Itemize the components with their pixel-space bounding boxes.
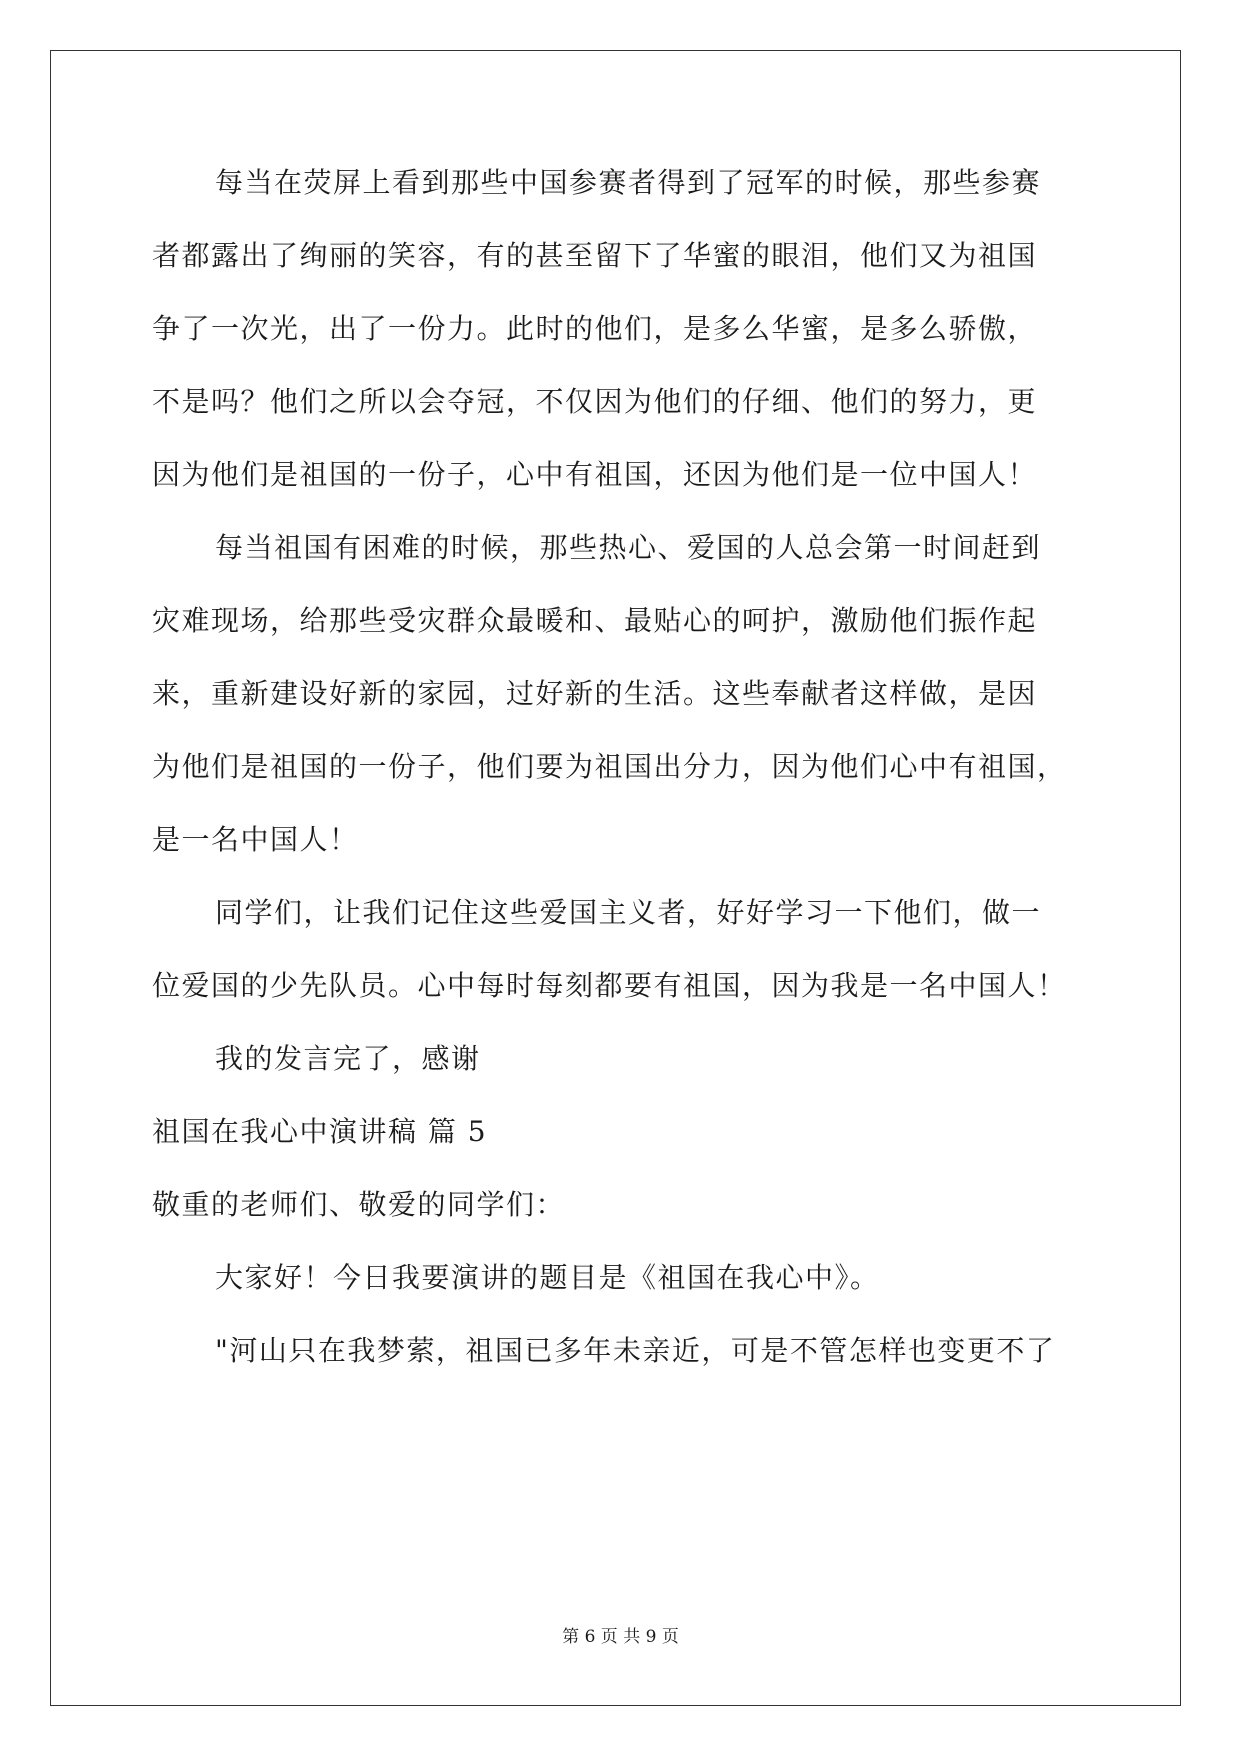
- paragraph-2-line-2: 灾难现场，给那些受灾群众最暖和、最贴心的呵护，激励他们振作起: [152, 604, 1038, 637]
- paragraph-3-line-1: 同学们，让我们记住这些爱国主义者，好好学习一下他们，做一: [215, 896, 1042, 929]
- paragraph-6-line-1: "河山只在我梦萦，祖国已多年未亲近，可是不管怎样也变更不了: [215, 1334, 1056, 1367]
- paragraph-2-line-3: 来，重新建设好新的家园，过好新的生活。这些奉献者这样做，是因: [152, 677, 1038, 710]
- section-heading: 祖国在我心中演讲稿 篇 5: [152, 1115, 488, 1148]
- paragraph-1-line-2: 者都露出了绚丽的笑容，有的甚至留下了华蜜的眼泪，他们又为祖国: [152, 239, 1038, 272]
- paragraph-1-line-5: 因为他们是祖国的一份子，心中有祖国，还因为他们是一位中国人！: [152, 458, 1038, 491]
- paragraph-5-line-1: 大家好！今日我要演讲的题目是《祖国在我心中》。: [215, 1261, 880, 1294]
- page-border: [50, 50, 1181, 1706]
- paragraph-4-line-1: 我的发言完了，感谢: [215, 1042, 481, 1075]
- paragraph-1-line-4: 不是吗？他们之所以会夺冠，不仅因为他们的仔细、他们的努力，更: [152, 385, 1038, 418]
- paragraph-2-line-4: 为他们是祖国的一份子，他们要为祖国出分力，因为他们心中有祖国，: [152, 750, 1067, 783]
- paragraph-2-line-1: 每当祖国有困难的时候，那些热心、爱国的人总会第一时间赶到: [215, 531, 1042, 564]
- paragraph-2-line-5: 是一名中国人！: [152, 823, 359, 856]
- salutation: 敬重的老师们、敬爱的同学们：: [152, 1188, 566, 1221]
- page-number-footer: 第 6 页 共 9 页: [562, 1627, 679, 1647]
- paragraph-3-line-2: 位爱国的少先队员。心中每时每刻都要有祖国，因为我是一名中国人！: [152, 969, 1067, 1002]
- paragraph-1-line-3: 争了一次光，出了一份力。此时的他们，是多么华蜜，是多么骄傲，: [152, 312, 1038, 345]
- paragraph-1-line-1: 每当在荧屏上看到那些中国参赛者得到了冠军的时候，那些参赛: [215, 166, 1042, 199]
